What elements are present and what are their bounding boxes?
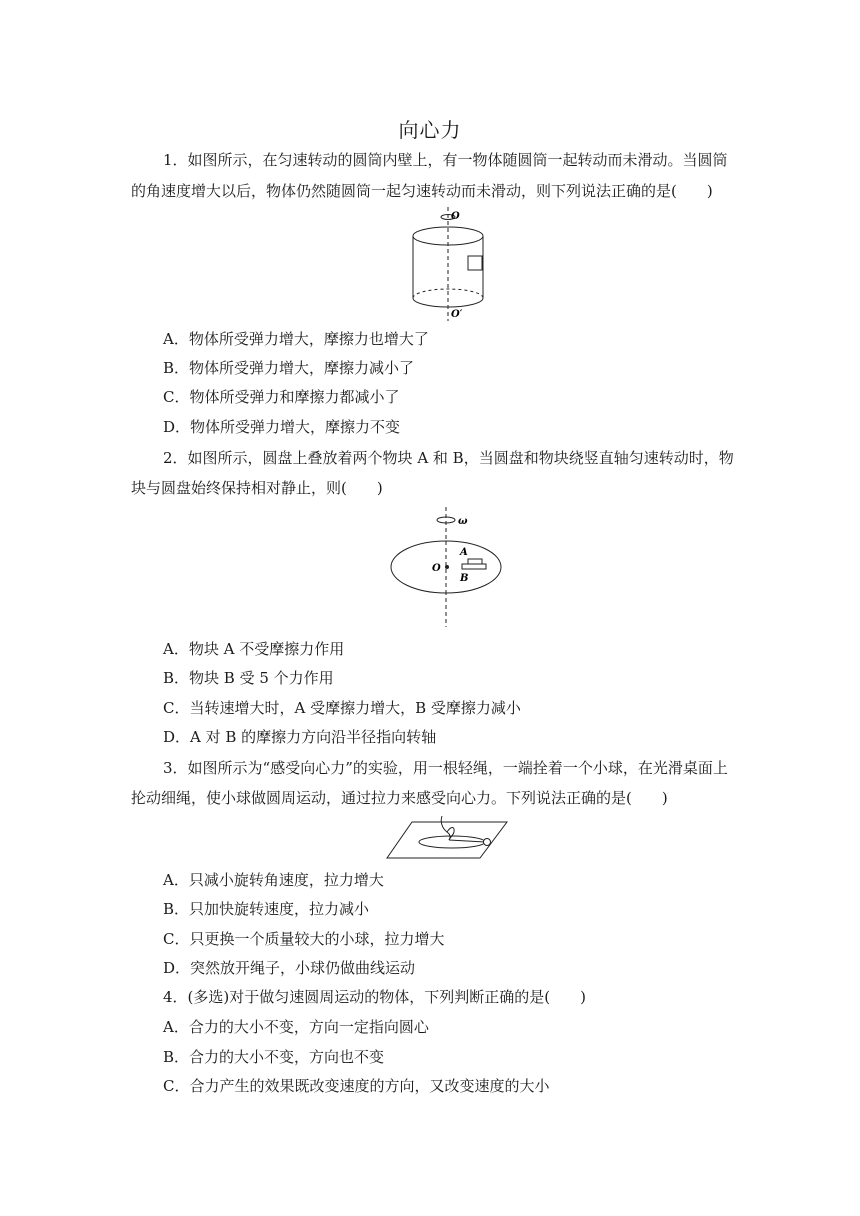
q3-option-b: B．只加快旋转速度，拉力减小 xyxy=(163,900,370,918)
q1-label-o-prime: O′ xyxy=(451,309,463,320)
q3-stem-line2: 抡动细绳，使小球做圆周运动，通过拉力来感受向心力。下列说法正确的是( ) xyxy=(131,789,668,807)
q3-option-d: D．突然放开绳子，小球仍做曲线运动 xyxy=(163,959,416,977)
q4-option-c: C．合力产生的效果既改变速度的方向，又改变速度的大小 xyxy=(163,1077,550,1095)
q2-stem-line2: 块与圆盘始终保持相对静止，则( ) xyxy=(131,479,383,497)
q2-option-a: A．物块 A 不受摩擦力作用 xyxy=(163,640,345,658)
q1-stem-line1: 1．如图所示，在匀速转动的圆筒内壁上，有一物体随圆筒一起转动而未滑动。当圆筒 xyxy=(163,151,728,169)
q1-option-a: A．物体所受弹力增大，摩擦力也增大了 xyxy=(163,330,429,348)
q2-block-a xyxy=(468,559,482,564)
q1-option-b: B．物体所受弹力增大，摩擦力减小了 xyxy=(163,359,415,377)
q2-option-c: C．当转速增大时，A 受摩擦力增大，B 受摩擦力减小 xyxy=(163,699,521,717)
page-title: 向心力 xyxy=(398,118,462,142)
q2-rotating-disk-figure xyxy=(385,505,515,630)
q3-option-a: A．只减小旋转角速度，拉力增大 xyxy=(163,871,384,889)
q1-option-c: C．物体所受弹力和摩擦力都减小了 xyxy=(163,388,400,406)
q3-option-c: C．只更换一个质量较大的小球，拉力增大 xyxy=(163,930,445,948)
q1-label-o: O xyxy=(451,211,460,222)
q2-label-o: O xyxy=(432,563,441,574)
q3-stem-line1: 3．如图所示为“感受向心力”的实验，用一根轻绳，一端拴着一个小球，在光滑桌面上 xyxy=(163,759,728,777)
q3-swinging-ball-figure xyxy=(385,812,515,862)
q2-option-d: D．A 对 B 的摩擦力方向沿半径指向转轴 xyxy=(163,728,437,746)
q1-rotating-cylinder-figure xyxy=(405,205,495,325)
q2-label-omega: ω xyxy=(458,516,468,527)
q1-option-d: D．物体所受弹力增大，摩擦力不变 xyxy=(163,418,401,436)
q2-option-b: B．物块 B 受 5 个力作用 xyxy=(163,669,334,687)
q4-option-b: B．合力的大小不变，方向也不变 xyxy=(163,1048,385,1066)
q2-block-b xyxy=(462,564,486,569)
q3-ball xyxy=(484,839,491,846)
q1-stem-line2: 的角速度增大以后，物体仍然随圆筒一起匀速转动而未滑动，则下列说法正确的是( ) xyxy=(131,182,713,200)
q2-label-a: A xyxy=(460,547,468,558)
q2-stem-line1: 2．如图所示，圆盘上叠放着两个物块 A 和 B，当圆盘和物块绕竖直轴匀速转动时，物 xyxy=(163,449,734,467)
q4-option-a: A．合力的大小不变，方向一定指向圆心 xyxy=(163,1018,429,1036)
q1-block xyxy=(468,256,482,270)
q2-label-b: B xyxy=(460,573,469,584)
q2-center-dot xyxy=(445,565,449,569)
q4-stem-line1: 4．(多选)对于做匀速圆周运动的物体，下列判断正确的是( ) xyxy=(163,988,586,1006)
